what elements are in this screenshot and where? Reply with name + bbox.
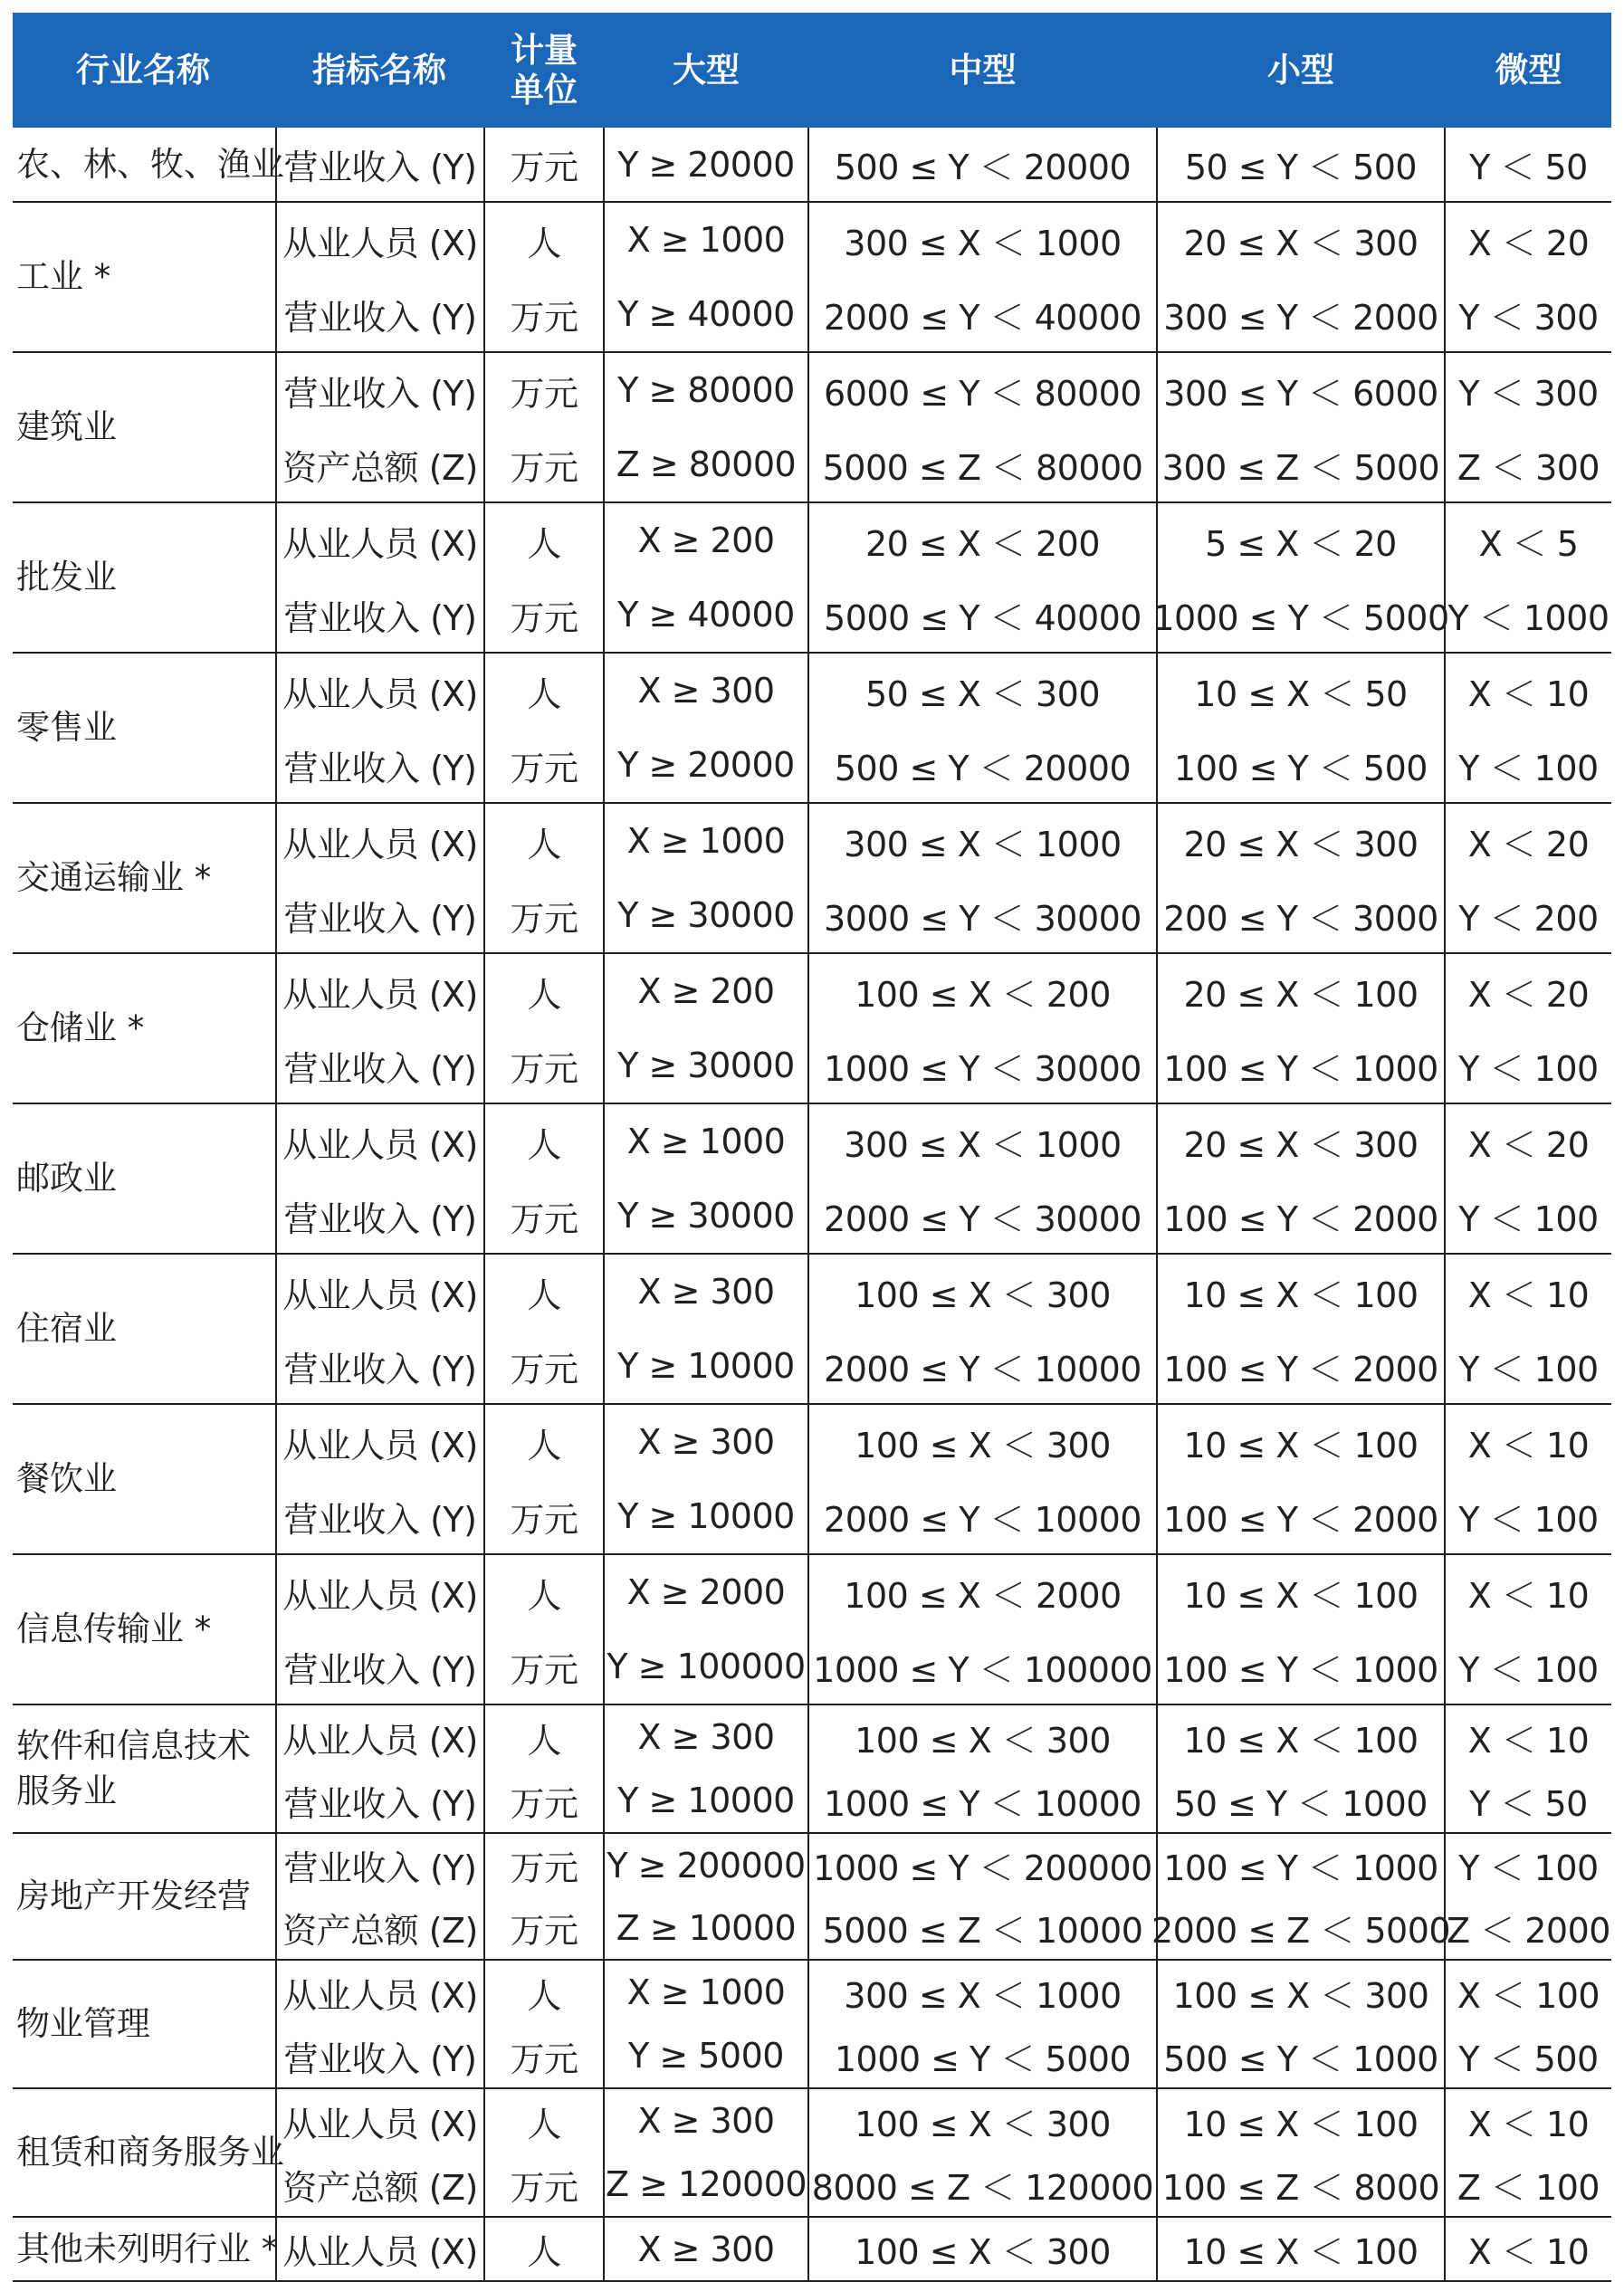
- industry-group: [13, 804, 1611, 954]
- cell-micro: Y ＜ 50: [1469, 148, 1588, 187]
- cell-small: 100 ≤ X ＜ 300: [1172, 1975, 1429, 2016]
- cell-large: X ≥ 300: [637, 1422, 775, 1462]
- header-large: 大型: [673, 50, 740, 90]
- cell-medium: 1000 ≤ Y ＜ 200000: [813, 1848, 1152, 1888]
- header-industry: 行业名称: [76, 50, 210, 90]
- header-small: 小型: [1267, 50, 1334, 90]
- cell-medium: 1000 ≤ Y ＜ 100000: [813, 1649, 1152, 1690]
- table-row: [13, 1405, 1611, 1479]
- cell-indicator: 资产总额 (Z): [282, 1911, 478, 1951]
- cell-micro: X ＜ 10: [1467, 673, 1590, 714]
- cell-unit: 万元: [510, 1198, 578, 1239]
- cell-unit: 万元: [510, 1649, 578, 1690]
- cell-small: 10 ≤ X ＜ 100: [1183, 1425, 1419, 1466]
- cell-small: 100 ≤ Y ＜ 1000: [1163, 1048, 1438, 1089]
- cell-unit: 万元: [510, 748, 578, 788]
- cell-small: 300 ≤ Y ＜ 2000: [1163, 297, 1438, 338]
- cell-large: Y ≥ 20000: [617, 745, 795, 785]
- header-unit: 计量 单位: [511, 30, 578, 110]
- cell-small: 500 ≤ Y ＜ 1000: [1163, 2039, 1438, 2079]
- cell-indicator: 从业人员 (X): [282, 2104, 478, 2144]
- cell-unit: 万元: [510, 297, 578, 338]
- cell-medium: 300 ≤ X ＜ 1000: [844, 1124, 1122, 1165]
- industry-group: [13, 654, 1611, 804]
- cell-indicator: 从业人员 (X): [282, 673, 478, 714]
- table-row: [13, 1329, 1611, 1403]
- cell-unit: 万元: [510, 1848, 578, 1888]
- cell-unit: 万元: [510, 1783, 578, 1824]
- cell-micro: X ＜ 10: [1467, 2232, 1590, 2272]
- cell-medium: 1000 ≤ Y ＜ 10000: [824, 1783, 1142, 1824]
- cell-medium: 300 ≤ X ＜ 1000: [844, 1975, 1122, 2016]
- industry-group: [13, 1255, 1611, 1405]
- cell-medium: 100 ≤ X ＜ 300: [855, 1720, 1111, 1761]
- cell-indicator: 从业人员 (X): [282, 1425, 478, 1466]
- cell-small: 20 ≤ X ＜ 100: [1183, 974, 1419, 1015]
- cell-small: 10 ≤ X ＜ 100: [1183, 1275, 1419, 1315]
- cell-medium: 100 ≤ X ＜ 300: [855, 2232, 1111, 2272]
- table-row: [13, 1629, 1611, 1704]
- industry-group: [13, 1104, 1611, 1255]
- cell-small: 100 ≤ Y ＜ 1000: [1163, 1649, 1438, 1690]
- table-row: [13, 1028, 1611, 1103]
- cell-indicator: 营业收入 (Y): [283, 1848, 477, 1888]
- industry-name: 房地产开发经营: [16, 1876, 251, 1915]
- cell-small: 2000 ≤ Z ＜ 5000: [1151, 1911, 1451, 1951]
- cell-indicator: 从业人员 (X): [282, 223, 478, 263]
- table-row: [13, 277, 1611, 351]
- cell-micro: Y ＜ 100: [1458, 1649, 1599, 1690]
- table-row: [13, 578, 1611, 652]
- cell-medium: 3000 ≤ Y ＜ 30000: [824, 898, 1142, 939]
- cell-indicator: 营业收入 (Y): [283, 597, 477, 638]
- industry-name: 物业管理: [16, 2004, 150, 2043]
- cell-indicator: 营业收入 (Y): [283, 1649, 477, 1690]
- table-row: [13, 203, 1611, 277]
- cell-indicator: 从业人员 (X): [282, 2232, 478, 2272]
- cell-large: Y ≥ 10000: [617, 1781, 795, 1820]
- cell-large: Y ≥ 80000: [617, 370, 795, 410]
- cell-large: X ≥ 300: [637, 2101, 775, 2141]
- cell-indicator: 营业收入 (Y): [283, 748, 477, 788]
- cell-unit: 万元: [510, 1911, 578, 1951]
- cell-indicator: 营业收入 (Y): [283, 2039, 477, 2079]
- cell-unit: 万元: [510, 373, 578, 414]
- industry-name: 信息传输业 *: [16, 1609, 212, 1648]
- cell-unit: 万元: [510, 898, 578, 939]
- cell-micro: Y ＜ 100: [1458, 748, 1599, 788]
- table-row: [13, 1769, 1611, 1832]
- table-row: [13, 2218, 1611, 2280]
- cell-medium: 1000 ≤ Y ＜ 30000: [824, 1048, 1142, 1089]
- cell-small: 100 ≤ Y ＜ 1000: [1163, 1848, 1438, 1888]
- cell-micro: Y ＜ 200: [1458, 898, 1599, 939]
- cell-medium: 1000 ≤ Y ＜ 5000: [834, 2039, 1132, 2079]
- header-medium: 中型: [949, 50, 1017, 90]
- cell-medium: 500 ≤ Y ＜ 20000: [834, 148, 1132, 187]
- cell-large: X ≥ 1000: [626, 821, 786, 861]
- cell-micro: Z ＜ 100: [1457, 2167, 1600, 2208]
- cell-large: Y ≥ 20000: [617, 144, 795, 185]
- cell-large: Z ≥ 120000: [605, 2164, 807, 2204]
- cell-unit: 万元: [510, 148, 578, 187]
- industry-name: 邮政业: [16, 1159, 117, 1198]
- cell-small: 10 ≤ X ＜ 100: [1183, 1720, 1419, 1761]
- cell-indicator: 营业收入 (Y): [283, 1499, 477, 1540]
- cell-medium: 50 ≤ X ＜ 300: [865, 673, 1101, 714]
- cell-medium: 100 ≤ X ＜ 300: [855, 2104, 1111, 2144]
- industry-name: 零售业: [16, 708, 117, 747]
- cell-small: 10 ≤ X ＜ 100: [1183, 1575, 1419, 1616]
- cell-small: 100 ≤ Z ＜ 8000: [1161, 2167, 1440, 2208]
- cell-medium: 5000 ≤ Z ＜ 10000: [822, 1911, 1143, 1951]
- industry-name: 交通运输业 *: [16, 858, 212, 897]
- cell-medium: 20 ≤ X ＜ 200: [865, 523, 1101, 564]
- cell-indicator: 营业收入 (Y): [283, 297, 477, 338]
- table-header: [13, 13, 1611, 128]
- table-row: [13, 1179, 1611, 1253]
- cell-medium: 2000 ≤ Y ＜ 10000: [824, 1349, 1142, 1389]
- cell-small: 100 ≤ Y ＜ 2000: [1163, 1499, 1438, 1540]
- cell-micro: X ＜ 10: [1467, 1575, 1590, 1616]
- cell-medium: 100 ≤ X ＜ 300: [855, 1425, 1111, 1466]
- cell-medium: 6000 ≤ Y ＜ 80000: [824, 373, 1142, 414]
- cell-large: X ≥ 1000: [626, 1972, 786, 2012]
- cell-medium: 5000 ≤ Y ＜ 40000: [824, 597, 1142, 638]
- cell-small: 20 ≤ X ＜ 300: [1183, 1124, 1419, 1165]
- industry-group: [13, 2089, 1611, 2218]
- industry-name: 租赁和商务服务业: [16, 2133, 284, 2172]
- cell-small: 20 ≤ X ＜ 300: [1183, 824, 1419, 864]
- cell-large: Y ≥ 200000: [607, 1845, 806, 1886]
- cell-micro: Y ＜ 100: [1458, 1349, 1599, 1389]
- cell-micro: Z ＜ 2000: [1447, 1911, 1610, 1951]
- industry-name: 住宿业: [16, 1309, 117, 1348]
- cell-small: 100 ≤ Y ＜ 500: [1174, 748, 1428, 788]
- table-row: [13, 1555, 1611, 1629]
- cell-unit: 人: [527, 2104, 561, 2144]
- cell-unit: 人: [527, 824, 561, 864]
- cell-unit: 人: [527, 2232, 561, 2272]
- cell-micro: X ＜ 100: [1457, 1975, 1600, 2016]
- cell-medium: 100 ≤ X ＜ 300: [855, 1275, 1111, 1315]
- table-row: [13, 128, 1611, 201]
- cell-small: 10 ≤ X ＜ 100: [1183, 2104, 1419, 2144]
- industry-group: [13, 1961, 1611, 2089]
- cell-indicator: 从业人员 (X): [282, 1575, 478, 1616]
- table-row: [13, 728, 1611, 802]
- cell-medium: 300 ≤ X ＜ 1000: [844, 824, 1122, 864]
- industry-name: 仓储业 *: [16, 1008, 145, 1047]
- industry-name: 工业 *: [16, 257, 111, 296]
- cell-large: X ≥ 300: [637, 2229, 775, 2269]
- cell-micro: Z ＜ 300: [1457, 447, 1600, 488]
- cell-indicator: 资产总额 (Z): [282, 447, 478, 488]
- cell-small: 300 ≤ Z ＜ 5000: [1161, 447, 1440, 488]
- industry-name: 建筑业: [16, 407, 117, 446]
- cell-small: 100 ≤ Y ＜ 2000: [1163, 1349, 1438, 1389]
- industry-group: [13, 353, 1611, 503]
- cell-unit: 万元: [510, 2167, 578, 2208]
- table-row: [13, 1705, 1611, 1769]
- table-row: [13, 503, 1611, 578]
- cell-large: X ≥ 200: [637, 520, 775, 560]
- cell-unit: 人: [527, 1124, 561, 1165]
- industry-group: [13, 128, 1611, 203]
- cell-indicator: 从业人员 (X): [282, 824, 478, 864]
- industry-group: [13, 503, 1611, 654]
- cell-large: Y ≥ 30000: [617, 1196, 795, 1236]
- cell-unit: 万元: [510, 597, 578, 638]
- cell-large: Y ≥ 30000: [617, 895, 795, 935]
- cell-micro: Y ＜ 100: [1458, 1499, 1599, 1540]
- cell-micro: X ＜ 20: [1467, 824, 1590, 864]
- industry-name: 批发业: [16, 558, 117, 597]
- cell-unit: 万元: [510, 447, 578, 488]
- industry-name: 餐饮业: [16, 1459, 117, 1498]
- cell-indicator: 营业收入 (Y): [283, 898, 477, 939]
- cell-medium: 2000 ≤ Y ＜ 30000: [824, 1198, 1142, 1239]
- cell-large: Y ≥ 10000: [617, 1346, 795, 1386]
- cell-indicator: 从业人员 (X): [282, 1275, 478, 1315]
- cell-micro: Y ＜ 300: [1458, 297, 1599, 338]
- cell-medium: 500 ≤ Y ＜ 20000: [834, 748, 1132, 788]
- cell-medium: 300 ≤ X ＜ 1000: [844, 223, 1122, 263]
- industry-group: [13, 203, 1611, 353]
- cell-micro: X ＜ 20: [1467, 223, 1590, 263]
- cell-large: X ≥ 1000: [626, 1122, 786, 1161]
- cell-indicator: 营业收入 (Y): [283, 148, 477, 187]
- cell-large: X ≥ 200: [637, 971, 775, 1011]
- industry-group: [13, 2218, 1611, 2282]
- cell-indicator: 营业收入 (Y): [283, 1349, 477, 1389]
- cell-micro: Y ＜ 1000: [1447, 597, 1610, 638]
- cell-indicator: 营业收入 (Y): [283, 1783, 477, 1824]
- cell-micro: X ＜ 10: [1467, 1720, 1590, 1761]
- header-micro: 微型: [1495, 50, 1562, 90]
- cell-large: X ≥ 1000: [626, 220, 786, 260]
- cell-large: X ≥ 300: [637, 1272, 775, 1312]
- cell-indicator: 资产总额 (Z): [282, 2167, 478, 2208]
- table-row: [13, 1255, 1611, 1329]
- cell-small: 1000 ≤ Y ＜ 5000: [1152, 597, 1449, 638]
- table-row: [13, 2089, 1611, 2153]
- cell-micro: Y ＜ 300: [1458, 373, 1599, 414]
- cell-small: 20 ≤ X ＜ 300: [1183, 223, 1419, 263]
- table-row: [13, 353, 1611, 427]
- cell-large: Y ≥ 40000: [617, 595, 795, 635]
- header-indicator: 指标名称: [312, 50, 446, 90]
- industry-name: 农、林、牧、渔业: [16, 144, 284, 184]
- cell-indicator: 从业人员 (X): [282, 1975, 478, 2016]
- table-row: [13, 804, 1611, 878]
- table-row: [13, 654, 1611, 728]
- cell-micro: Y ＜ 100: [1458, 1848, 1599, 1888]
- table-row: [13, 1104, 1611, 1179]
- table-row: [13, 1896, 1611, 1959]
- cell-small: 100 ≤ Y ＜ 2000: [1163, 1198, 1438, 1239]
- cell-micro: Y ＜ 50: [1469, 1783, 1588, 1824]
- cell-indicator: 从业人员 (X): [282, 1720, 478, 1761]
- cell-large: X ≥ 300: [637, 1717, 775, 1757]
- cell-unit: 人: [527, 223, 561, 263]
- cell-small: 50 ≤ Y ＜ 500: [1184, 148, 1418, 187]
- cell-micro: X ＜ 5: [1478, 523, 1579, 564]
- cell-micro: X ＜ 10: [1467, 1275, 1590, 1315]
- cell-small: 10 ≤ X ＜ 50: [1194, 673, 1408, 714]
- cell-large: Y ≥ 30000: [617, 1046, 795, 1085]
- cell-indicator: 从业人员 (X): [282, 1124, 478, 1165]
- cell-small: 200 ≤ Y ＜ 3000: [1163, 898, 1438, 939]
- table-row: [13, 2024, 1611, 2087]
- table-row: [13, 2153, 1611, 2216]
- cell-medium: 2000 ≤ Y ＜ 10000: [824, 1499, 1142, 1540]
- cell-medium: 100 ≤ X ＜ 2000: [844, 1575, 1122, 1616]
- cell-medium: 100 ≤ X ＜ 200: [855, 974, 1111, 1015]
- cell-medium: 2000 ≤ Y ＜ 40000: [824, 297, 1142, 338]
- cell-indicator: 营业收入 (Y): [283, 373, 477, 414]
- cell-micro: X ＜ 20: [1467, 974, 1590, 1015]
- industry-group: [13, 1834, 1611, 1961]
- industry-group: [13, 954, 1611, 1104]
- cell-large: Y ≥ 10000: [617, 1496, 795, 1536]
- industry-group: [13, 1405, 1611, 1555]
- cell-unit: 万元: [510, 2039, 578, 2079]
- table-row: [13, 954, 1611, 1028]
- cell-unit: 万元: [510, 1499, 578, 1540]
- cell-large: Z ≥ 80000: [616, 444, 797, 484]
- cell-unit: 人: [527, 523, 561, 564]
- industry-group: [13, 1555, 1611, 1705]
- cell-micro: X ＜ 10: [1467, 2104, 1590, 2144]
- industry-name: 软件和信息技术服务业: [16, 1726, 251, 1810]
- cell-small: 50 ≤ Y ＜ 1000: [1174, 1783, 1428, 1824]
- cell-indicator: 营业收入 (Y): [283, 1198, 477, 1239]
- cell-unit: 人: [527, 673, 561, 714]
- table-row: [13, 1961, 1611, 2024]
- cell-medium: 8000 ≤ Z ＜ 120000: [811, 2167, 1154, 2208]
- cell-medium: 5000 ≤ Z ＜ 80000: [822, 447, 1143, 488]
- cell-unit: 万元: [510, 1349, 578, 1389]
- cell-micro: Y ＜ 100: [1458, 1048, 1599, 1089]
- cell-unit: 人: [527, 1720, 561, 1761]
- cell-micro: X ＜ 10: [1467, 1425, 1590, 1466]
- cell-indicator: 从业人员 (X): [282, 523, 478, 564]
- table-row: [13, 878, 1611, 952]
- industry-group: [13, 1705, 1611, 1834]
- table-row: [13, 1479, 1611, 1553]
- industry-name: 其他未列明行业 *: [16, 2229, 279, 2268]
- cell-indicator: 从业人员 (X): [282, 974, 478, 1015]
- cell-large: Y ≥ 100000: [607, 1647, 806, 1686]
- cell-small: 300 ≤ Y ＜ 6000: [1163, 373, 1438, 414]
- cell-unit: 人: [527, 1275, 561, 1315]
- cell-unit: 人: [527, 1575, 561, 1616]
- cell-large: Y ≥ 40000: [617, 294, 795, 334]
- cell-unit: 人: [527, 1425, 561, 1466]
- cell-unit: 人: [527, 1975, 561, 2016]
- cell-micro: X ＜ 20: [1467, 1124, 1590, 1165]
- cell-small: 5 ≤ X ＜ 20: [1205, 523, 1397, 564]
- cell-small: 10 ≤ X ＜ 100: [1183, 2232, 1419, 2272]
- cell-large: X ≥ 300: [637, 671, 775, 711]
- table-row: [13, 1834, 1611, 1896]
- cell-unit: 万元: [510, 1048, 578, 1089]
- cell-large: Z ≥ 10000: [616, 1907, 797, 1948]
- cell-micro: Y ＜ 500: [1458, 2039, 1599, 2079]
- cell-large: X ≥ 2000: [626, 1572, 786, 1612]
- cell-large: Y ≥ 5000: [628, 2036, 784, 2076]
- cell-micro: Y ＜ 100: [1458, 1198, 1599, 1239]
- cell-indicator: 营业收入 (Y): [283, 1048, 477, 1089]
- table-row: [13, 427, 1611, 501]
- cell-unit: 人: [527, 974, 561, 1015]
